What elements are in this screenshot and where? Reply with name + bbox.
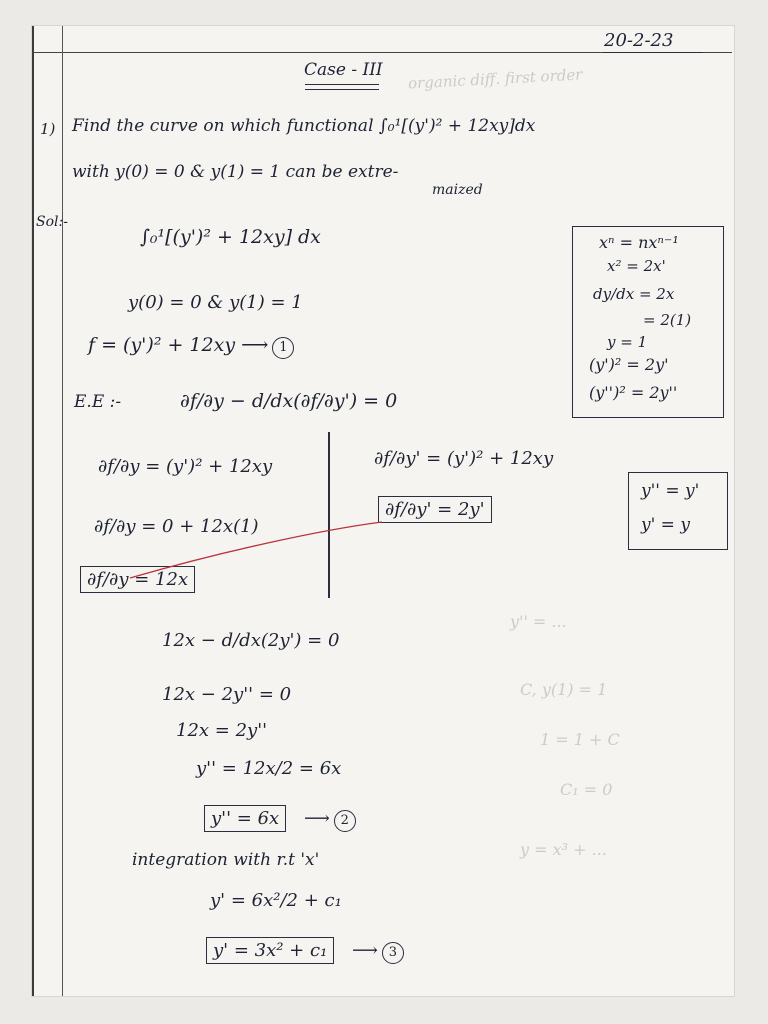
dfdy-result-box: ∂f/∂y = 12x <box>80 566 195 593</box>
side-note-line-7: (y'')² = 2y'' <box>589 383 678 402</box>
side-note-line-4: = 2(1) <box>643 311 692 329</box>
ghost-text-right-4: C₁ = 0 <box>560 780 613 799</box>
side-note-line-1: xⁿ = nxⁿ⁻¹ <box>599 233 679 252</box>
dfdy-line-1: ∂f/∂y = (y')² + 12xy <box>98 456 273 477</box>
dfdyp-line-1: ∂f/∂y' = (y')² + 12xy <box>374 448 554 469</box>
f-definition: f = (y')² + 12xy ⟶ 1 <box>88 334 294 359</box>
side-note-panel <box>572 226 724 418</box>
step-5-row: y'' = 6x ⟶ 2 <box>204 808 356 832</box>
step-4: y'' = 12x/2 = 6x <box>196 758 342 779</box>
integration-note: integration with r.t 'x' <box>132 850 320 870</box>
step-7-row: y' = 3x² + c₁ ⟶ 3 <box>206 940 404 964</box>
question-number: 1) <box>40 120 56 138</box>
step-3: 12x = 2y'' <box>176 720 268 741</box>
ghost-text-right-3: 1 = 1 + C <box>540 730 620 749</box>
side-note-line-2: x² = 2x' <box>607 257 666 275</box>
dfdyp-result-box: ∂f/∂y' = 2y' <box>378 496 492 523</box>
euler-label: E.E :- <box>74 392 122 412</box>
ghost-text-right-2: C, y(1) = 1 <box>520 680 608 699</box>
step-2: 12x − 2y'' = 0 <box>162 684 292 705</box>
step-6: y' = 6x²/2 + c₁ <box>210 890 342 911</box>
ghost-text-top: organic diff. first order <box>407 65 583 93</box>
integral-expression: ∫₀¹[(y')² + 12xy] dx <box>140 226 321 248</box>
euler-equation: ∂f/∂y − d/dx(∂f/∂y') = 0 <box>180 390 398 412</box>
side-box-panel <box>628 472 728 550</box>
equation-ref-2: 2 <box>334 810 356 832</box>
ghost-text-right-5: y = x³ + ... <box>520 840 607 859</box>
side-note-line-6: (y')² = 2y' <box>589 355 669 374</box>
ghost-text-right-1: y'' = ... <box>510 612 567 631</box>
boundary-conditions: y(0) = 0 & y(1) = 1 <box>128 292 303 313</box>
solution-marker: Sol:- <box>36 214 68 230</box>
side-box-line-1: y'' = y' <box>641 481 700 501</box>
dfdy-line-2: ∂f/∂y = 0 + 12x(1) <box>94 516 259 537</box>
step-5-box: y'' = 6x <box>204 805 286 832</box>
question-line-1: Find the curve on which functional ∫₀¹[(y')² + 12xy]dx <box>72 116 536 136</box>
date-label: 20-2-23 <box>604 30 674 51</box>
side-note-line-3: dy/dx = 2x <box>593 285 675 303</box>
side-box-line-2: y' = y <box>641 515 690 535</box>
equation-ref-3: 3 <box>382 942 404 964</box>
equation-ref-1: 1 <box>272 337 294 359</box>
question-line-2: with y(0) = 0 & y(1) = 1 can be extre- <box>72 162 399 182</box>
case-title: Case - III <box>304 60 383 80</box>
step-1: 12x − d/dx(2y') = 0 <box>162 630 340 651</box>
f-definition-text: f = (y')² + 12xy <box>88 334 236 356</box>
question-line-2b: maized <box>432 182 483 198</box>
step-7-box: y' = 3x² + c₁ <box>206 937 334 964</box>
side-note-line-5: y = 1 <box>607 333 648 351</box>
